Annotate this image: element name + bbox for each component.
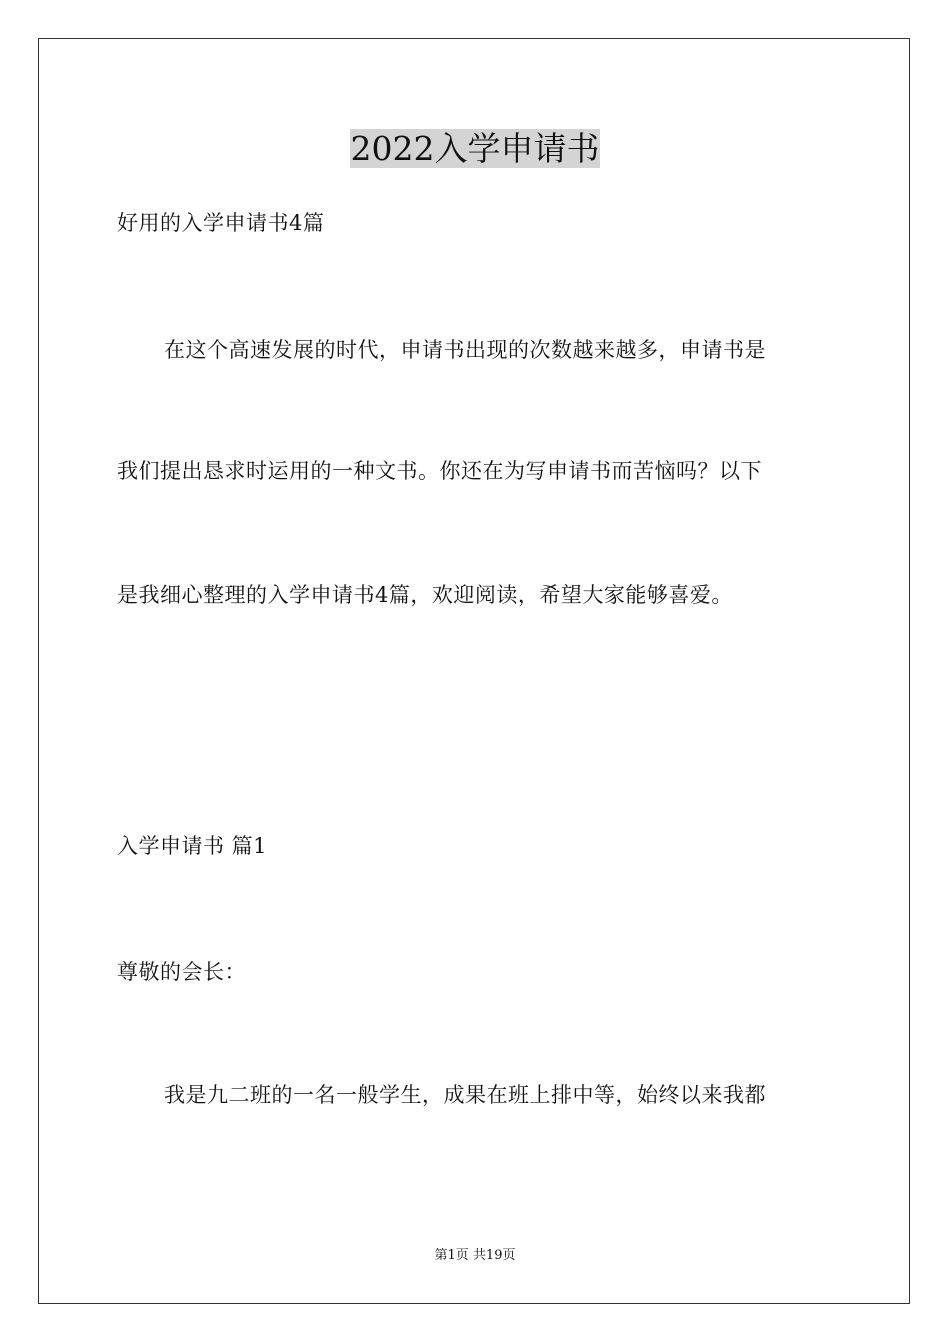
section-heading: 入学申请书 篇1 — [117, 834, 268, 858]
body-line-1: 我是九二班的一名一般学生，成果在班上排中等，始终以来我都 — [164, 1083, 766, 1107]
intro-line-2: 我们提出恳求时运用的一种文书。你还在为写申请书而苦恼吗？以下 — [117, 459, 762, 483]
document-title — [0, 128, 950, 170]
salutation: 尊敬的会长： — [117, 960, 246, 984]
document-subtitle: 好用的入学申请书4篇 — [117, 211, 325, 235]
intro-line-3: 是我细心整理的入学申请书4篇，欢迎阅读，希望大家能够喜爱。 — [117, 583, 733, 607]
document-title-text: 2022入学申请书 — [350, 129, 600, 168]
page-footer: 第1页 共19页 — [434, 1248, 516, 1263]
intro-line-1: 在这个高速发展的时代，申请书出现的次数越来越多，申请书是 — [164, 338, 766, 362]
